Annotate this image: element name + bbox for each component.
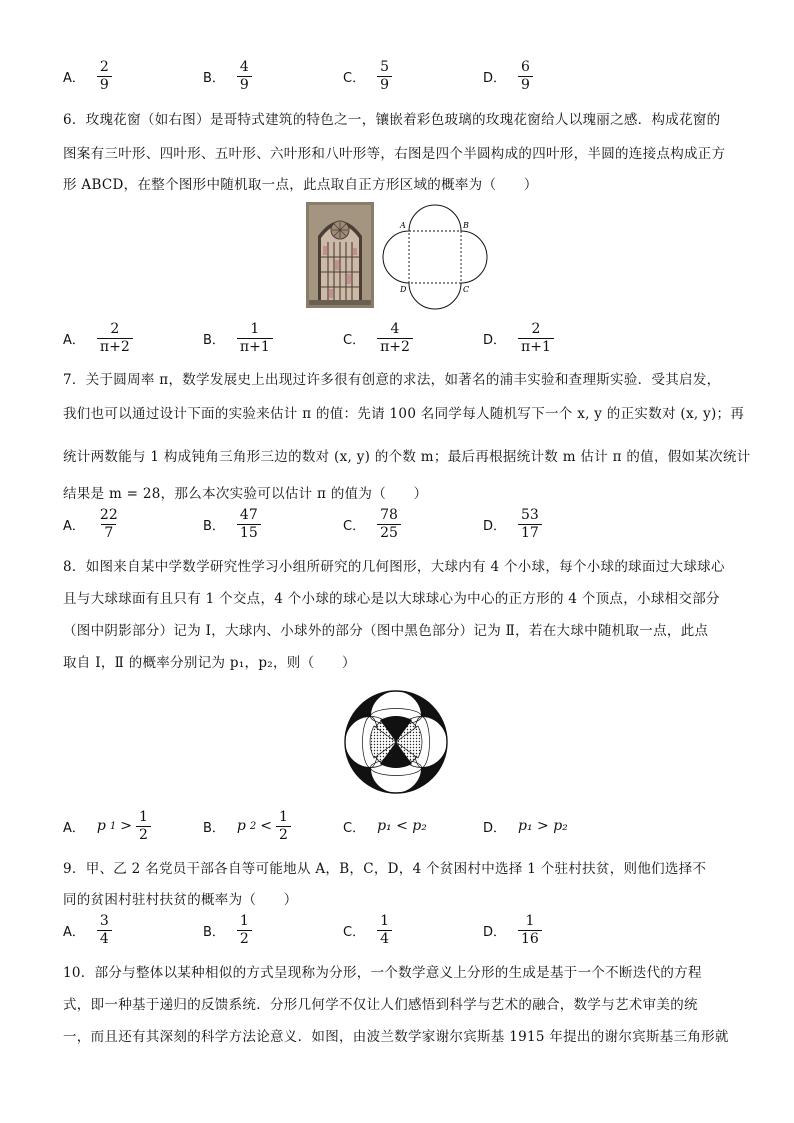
q6-stem-line-1: 6．玫瑰花窗（如右图）是哥特式建筑的特色之一，镶嵌着彩色玻璃的玫瑰花窗给人以瑰丽之感．构成花窗的 <box>63 112 721 128</box>
q8-stem-line-3: （图中阴影部分）记为 Ⅰ，大球内、小球外的部分（图中黑色部分）记为 Ⅱ，若在大球中随机取一点，此点 <box>63 623 709 639</box>
q9-option-b[interactable]: B． $\frac{1}{2}$ <box>203 908 252 952</box>
q7-options <box>63 502 743 546</box>
q9-option-c[interactable]: C． $\frac{1}{4}$ <box>343 908 392 952</box>
q5-option-b[interactable]: B． $\frac{4}{9}$ <box>203 54 252 98</box>
q6-options <box>63 316 743 360</box>
q9-stem-line-1: 9．甲、乙 2 名党员干部各自等可能地从 A，B，C，D，4 个贫困村中选择 1 个驻村扶贫，则他们选择不 <box>63 861 707 877</box>
q6-option-c[interactable]: C． $\frac{4}{\pi+2}$ <box>343 316 413 360</box>
q8-option-b[interactable]: B． p 2 < $\frac{1}{2}$ <box>203 804 291 848</box>
q7-stem-line-3: 统计两数能与 1 构成钝角三角形三边的数对 (x, y) 的个数 m；最后再根据统计数 m 估计 π 的值，假如某次统计 <box>63 449 751 465</box>
q7-stem-line-1: 7．关于圆周率 π，数学发展史上出现过许多很有创意的求法，如著名的浦丰实验和查理斯实验．受其启发， <box>63 372 721 388</box>
q8-stem-line-1: 8．如图来自某中学数学研究性学习小组所研究的几何图形，大球内有 4 个小球，每个小球的球面过大球球心 <box>63 559 725 575</box>
q9-option-d[interactable]: D． $\frac{1}{16}$ <box>483 908 542 952</box>
q8-stem-line-2: 且与大球球面有且只有 1 个交点，4 个小球的球心是以大球球心为中心的正方形的 4 个顶点，小球相交部分 <box>63 591 720 607</box>
q5-option-a[interactable]: A． $\frac{2}{9}$ <box>63 54 112 98</box>
label-d: D <box>400 285 407 294</box>
q7-stem-line-4: 结果是 m = 28，那么本次实验可以估计 π 的值为（ ） <box>63 486 428 502</box>
four-leaf-figure <box>380 200 490 310</box>
q9-options <box>63 908 743 952</box>
q8-option-c[interactable]: C． p₁ < p₂ <box>343 818 427 836</box>
q7-option-d[interactable]: D． $\frac{53}{17}$ <box>483 502 542 546</box>
rose-window-photo <box>306 202 374 308</box>
q6-option-a[interactable]: A． $\frac{2}{\pi+2}$ <box>63 316 133 360</box>
q7-option-b[interactable]: B． $\frac{47}{15}$ <box>203 502 261 546</box>
q8-option-d[interactable]: D． p₁ > p₂ <box>483 818 568 836</box>
q9-option-a[interactable]: A． $\frac{3}{4}$ <box>63 908 112 952</box>
q8-stem-line-4: 取自 Ⅰ，Ⅱ 的概率分别记为 p₁，p₂，则（ ） <box>63 655 356 671</box>
q8-option-a[interactable]: A． p 1 > $\frac{1}{2}$ <box>63 804 151 848</box>
label-a: A <box>400 221 406 230</box>
q10-stem-line-3: 一，而且还有其深刻的科学方法论意义．如图，由波兰数学家谢尔宾斯基 1915 年提出的谢尔宾斯基三角形就 <box>63 1029 729 1045</box>
q6-option-d[interactable]: D． $\frac{2}{\pi+1}$ <box>483 316 554 360</box>
q9-stem-line-2: 同的贫困村驻村扶贫的概率为（ ） <box>63 892 298 908</box>
q6-stem-line-2: 图案有三叶形、四叶形、五叶形、六叶形和八叶形等，右图是四个半圆构成的四叶形，半圆的连接点构成正方 <box>63 146 726 162</box>
q7-stem-line-2: 我们也可以通过设计下面的实验来估计 π 的值：先请 100 名同学每人随机写下一个 x, y 的正实数对 (x, y)；再 <box>63 406 745 422</box>
q10-stem-line-1: 10．部分与整体以某种相似的方式呈现称为分形，一个数学意义上分形的生成是基于一个不断迭代的方程 <box>63 965 702 981</box>
q5-option-d[interactable]: D． $\frac{6}{9}$ <box>483 54 533 98</box>
label-c: C <box>463 285 470 294</box>
q5-options <box>63 54 743 98</box>
q6-stem-line-3: 形 ABCD，在整个图形中随机取一点，此点取自正方形区域的概率为（ ） <box>63 177 538 193</box>
q10-stem-line-2: 式，即一种基于递归的反馈系统．分形几何学不仅让人们感悟到科学与艺术的融合，数学与艺术审美的统 <box>63 997 698 1013</box>
q7-option-c[interactable]: C． $\frac{78}{25}$ <box>343 502 401 546</box>
q6-option-b[interactable]: B． $\frac{1}{\pi+1}$ <box>203 316 273 360</box>
sphere-figure <box>340 686 452 798</box>
q8-options <box>63 804 743 848</box>
q7-option-a[interactable]: A． $\frac{22}{7}$ <box>63 507 118 541</box>
q5-option-c[interactable]: C． $\frac{5}{9}$ <box>343 54 392 98</box>
label-b: B <box>463 221 469 230</box>
